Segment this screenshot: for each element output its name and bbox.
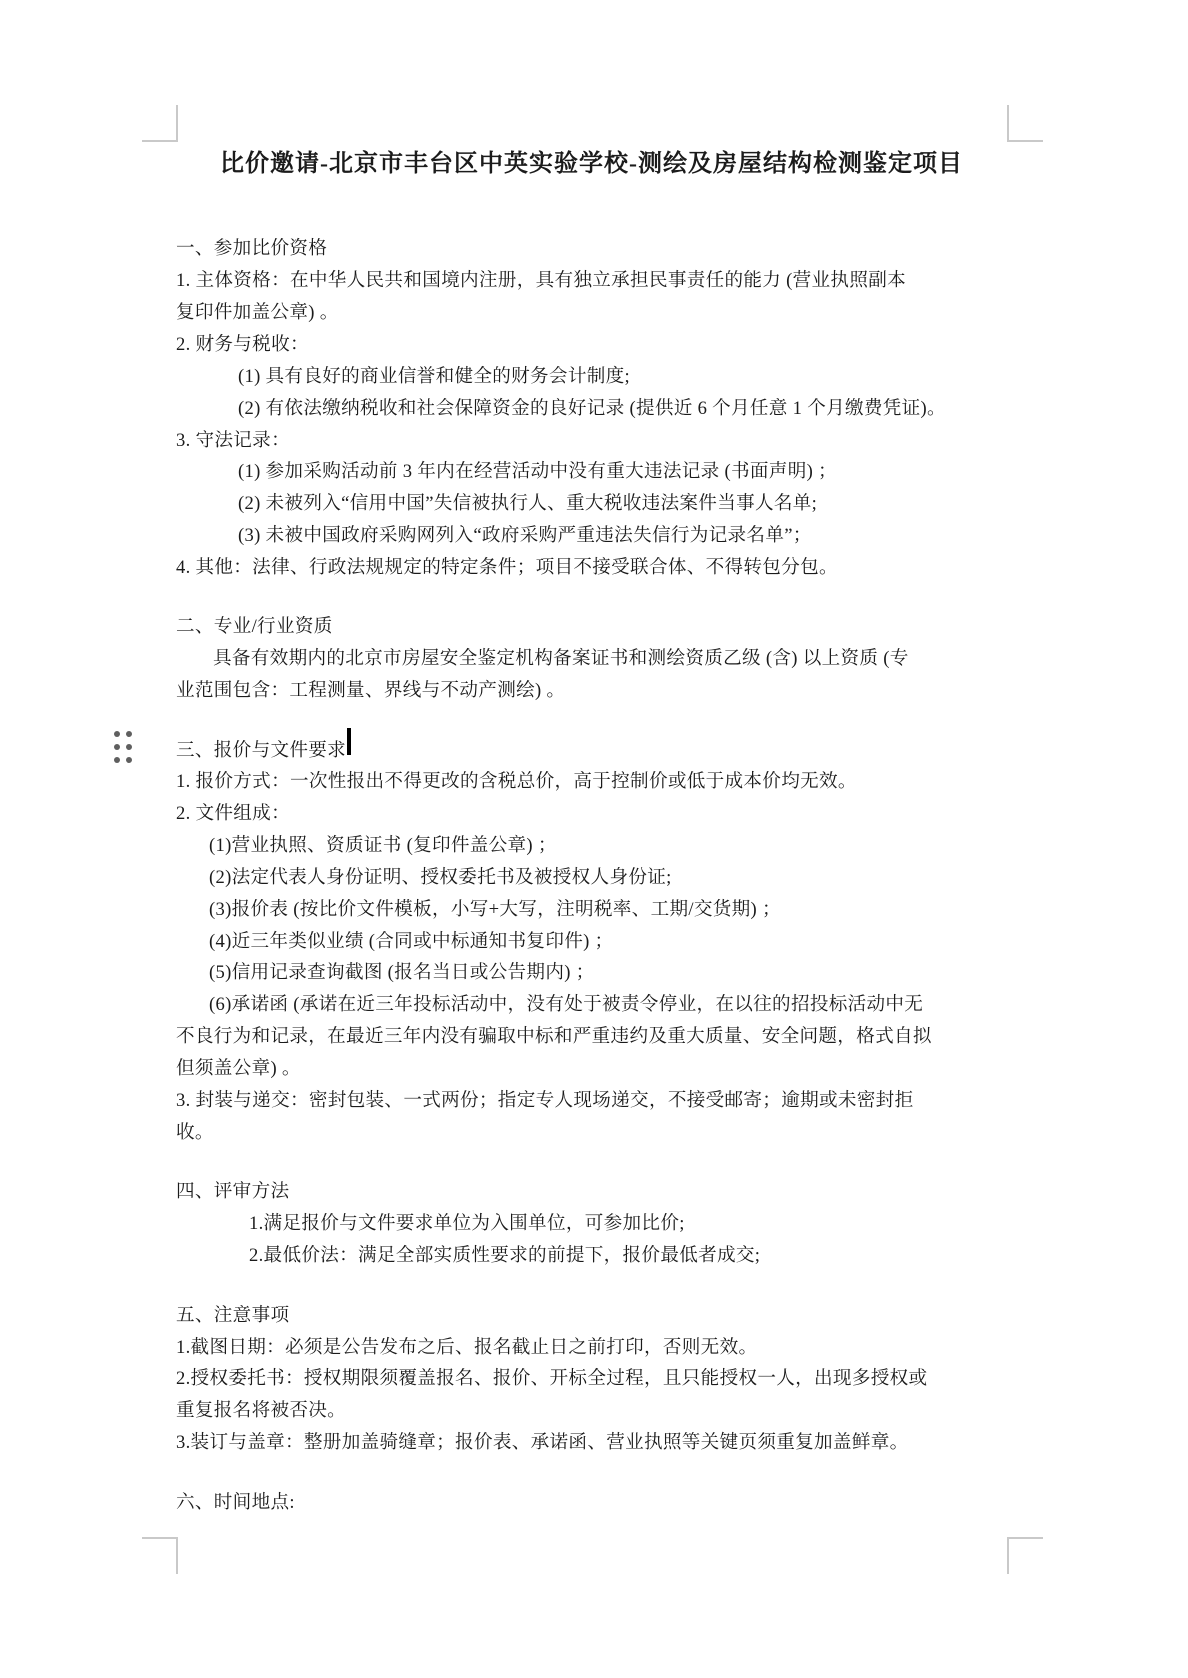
document-line[interactable]: 六、时间地点: [176, 1492, 295, 1513]
margin-mark-bottom-right [1007, 1537, 1043, 1574]
document-title[interactable]: 比价邀请-北京市丰台区中英实验学校-测绘及房屋结构检测鉴定项目 [220, 151, 963, 177]
document-line[interactable]: (3)报价表 (按比价文件模板，小写+大写，注明税率、工期/交货期) ； [209, 899, 781, 920]
document-line[interactable]: 具备有效期内的北京市房屋安全鉴定机构备案证书和测绘资质乙级 (含) 以上资质 (专 [213, 648, 909, 669]
document-line[interactable]: 1. 报价方式：一次性报出不得更改的含税总价，高于控制价或低于成本价均无效。 [176, 771, 857, 792]
document-line[interactable]: (2)法定代表人身份证明、授权委托书及被授权人身份证; [209, 867, 672, 888]
text-cursor [347, 728, 351, 755]
document-line[interactable]: 3. 封装与递交：密封包装、一式两份；指定专人现场递交，不接受邮寄；逾期或未密封拒 [176, 1090, 914, 1111]
document-line[interactable]: 不良行为和记录，在最近三年内没有骗取中标和严重违约及重大质量、安全问题，格式自拟 [176, 1026, 932, 1047]
margin-mark-top-left [142, 105, 178, 142]
document-line[interactable]: 3. 守法记录： [176, 430, 290, 451]
margin-mark-bottom-left [142, 1537, 178, 1574]
document-line[interactable]: (1) 参加采购活动前 3 年内在经营活动中没有重大违法记录 (书面声明) ； [238, 461, 837, 482]
document-line[interactable]: 3.装订与盖章：整册加盖骑缝章；报价表、承诺函、营业执照等关键页须重复加盖鲜章。 [176, 1432, 909, 1453]
document-line[interactable]: 1. 主体资格：在中华人民共和国境内注册，具有独立承担民事责任的能力 (营业执照副本 [176, 270, 907, 291]
document-line[interactable]: 重复报名将被否决。 [176, 1400, 347, 1421]
document-line[interactable]: (6)承诺函 (承诺在近三年投标活动中，没有处于被责令停业，在以往的招投标活动中无 [209, 994, 924, 1015]
document-line[interactable]: 2.最低价法：满足全部实质性要求的前提下，报价最低者成交; [249, 1245, 761, 1266]
document-line[interactable]: 五、注意事项 [176, 1305, 290, 1326]
document-line[interactable]: (1) 具有良好的商业信誉和健全的财务会计制度; [238, 366, 630, 387]
document-line[interactable]: (1)营业执照、资质证书 (复印件盖公章) ； [209, 835, 557, 856]
document-line[interactable]: 三、报价与文件要求 [176, 740, 347, 761]
document-line[interactable]: 1.满足报价与文件要求单位为入围单位，可参加比价; [249, 1213, 685, 1234]
document-line[interactable]: 1.截图日期：必须是公告发布之后、报名截止日之前打印，否则无效。 [176, 1337, 758, 1358]
document-line[interactable]: 2.授权委托书：授权期限须覆盖报名、报价、开标全过程，且只能授权一人，出现多授权或 [176, 1368, 928, 1389]
document-line[interactable]: 四、评审方法 [176, 1181, 290, 1202]
document-line[interactable]: (2) 未被列入“信用中国”失信被执行人、重大税收违法案件当事人名单; [238, 493, 818, 514]
document-line[interactable]: (2) 有依法缴纳税收和社会保障资金的良好记录 (提供近 6 个月任意 1 个月缴费凭证)。 [238, 398, 946, 419]
document-line[interactable]: 4. 其他：法律、行政法规规定的特定条件；项目不接受联合体、不得转包分包。 [176, 557, 838, 578]
document-line[interactable]: 2. 财务与税收： [176, 334, 309, 355]
document-line[interactable]: (4)近三年类似业绩 (合同或中标通知书复印件) ； [209, 931, 614, 952]
document-line[interactable]: 2. 文件组成： [176, 803, 290, 824]
drag-handle-icon[interactable] [114, 731, 132, 763]
document-line[interactable]: 业范围包含：工程测量、界线与不动产测绘) 。 [176, 680, 566, 701]
document-line[interactable]: (5)信用记录查询截图 (报名当日或公告期内) ； [209, 962, 595, 983]
margin-mark-top-right [1007, 105, 1043, 142]
document-line[interactable]: 一、参加比价资格 [176, 238, 328, 259]
document-line[interactable]: 复印件加盖公章) 。 [176, 302, 339, 323]
document-line[interactable]: 收。 [176, 1122, 214, 1143]
document-line[interactable]: 但须盖公章) 。 [176, 1058, 301, 1079]
document-line[interactable]: (3) 未被中国政府采购网列入“政府采购严重违法失信行为记录名单”； [238, 525, 812, 546]
document-line[interactable]: 二、专业/行业资质 [176, 616, 333, 637]
